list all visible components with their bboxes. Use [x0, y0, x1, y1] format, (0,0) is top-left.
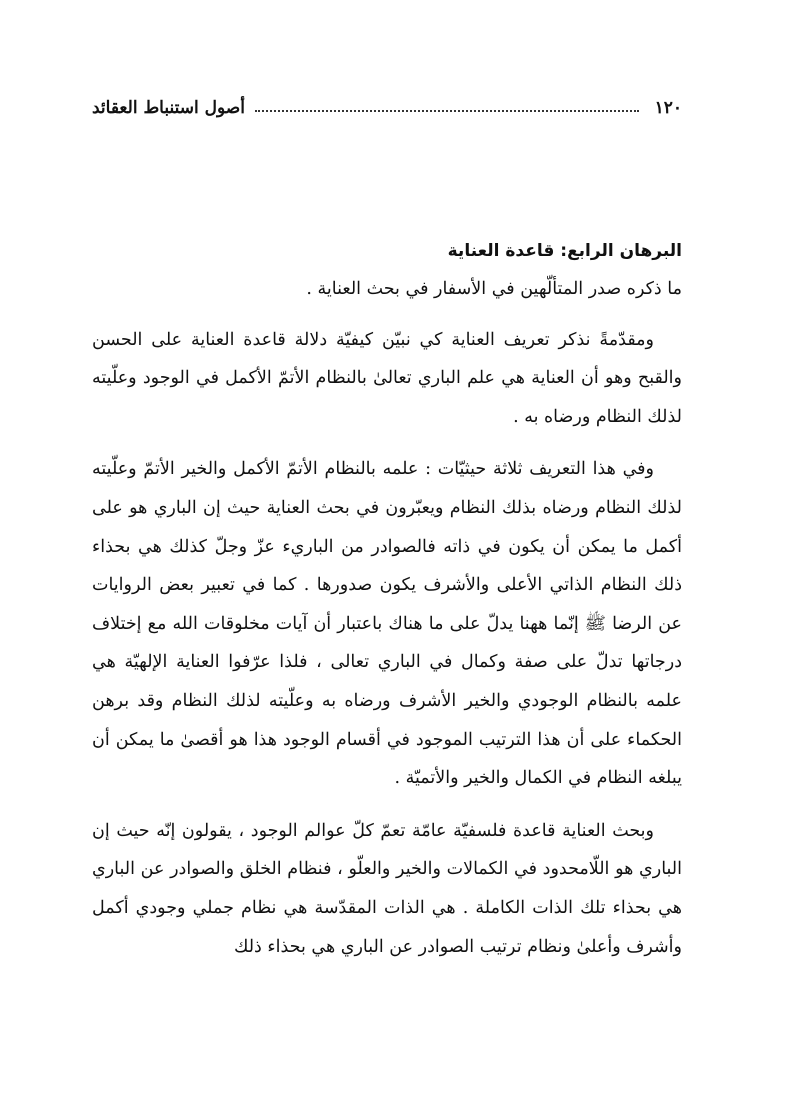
paragraph: وفي هذا التعريف ثلاثة حيثيّات : علمه بالنظام الأتمّ الأكمل والخير الأتمّ وعلّيته لذلك النظام ورضاه بذلك النظام ويعبّرون في بحث العناية حيث إن الباري هو على أكمل ما يمكن أن يكون في ذاته فالصوادر من الباريء عزّ وجلّ كذلك هي بحذاء ذلك النظام الذاتي الأعلى والأشرف يكون صدورها . كما في تعبير بعض الروايات عن الرضا ﷺ إنّما ههنا يدلّ على ما هناك باعتبار أن آيات مخلوقات الله مع إختلاف درجاتها تدلّ على صفة وكمال في الباري تعالى ، فلذا عرّفوا العناية الإلهيّة هي علمه بالنظام الوجودي والخير الأشرف ورضاه به وعلّيته لذلك النظام وقد برهن الحكماء على أن هذا الترتيب الموجود في أقسام الوجود هذا هو أقصىٰ ما يمكن أن يبلغه النظام في الكمال والخير والأتميّة .: [92, 459, 682, 789]
section-heading: البرهان الرابع: قاعدة العناية: [447, 241, 682, 261]
header-leader-dots: [255, 110, 639, 112]
page-body: [92, 232, 682, 966]
paragraph: وبحث العناية قاعدة فلسفيّة عامّة تعمّ كلّ عوالم الوجود ، يقولون إنّه حيث إن الباري هو اللّامحدود في الكمالات والخير والعلّو ، فنظام الخلق والصوادر عن الباري هي بحذاء تلك الذات الكاملة . هي الذات المقدّسة هي نظام جملي وجودي أكمل وأشرف وأعلىٰ ونظام ترتيب الصوادر عن الباري هي بحذاء ذلك: [92, 820, 682, 957]
book-title: أصول استنباط العقائد: [92, 98, 245, 118]
page-number: ١٢٠: [654, 98, 682, 118]
running-header: [92, 92, 682, 124]
section-intro: ما ذكره صدر المتألّهين في الأسفار في بحث العناية .: [306, 279, 682, 299]
paragraph: ومقدّمةً نذكر تعريف العناية كي نبيّن كيفيّة دلالة قاعدة العناية على الحسن والقبح وهو أن العناية هي علم الباري تعالىٰ بالنظام الأتمّ الأكمل في الوجود وعلّيته لذلك النظام ورضاه به .: [92, 329, 682, 427]
